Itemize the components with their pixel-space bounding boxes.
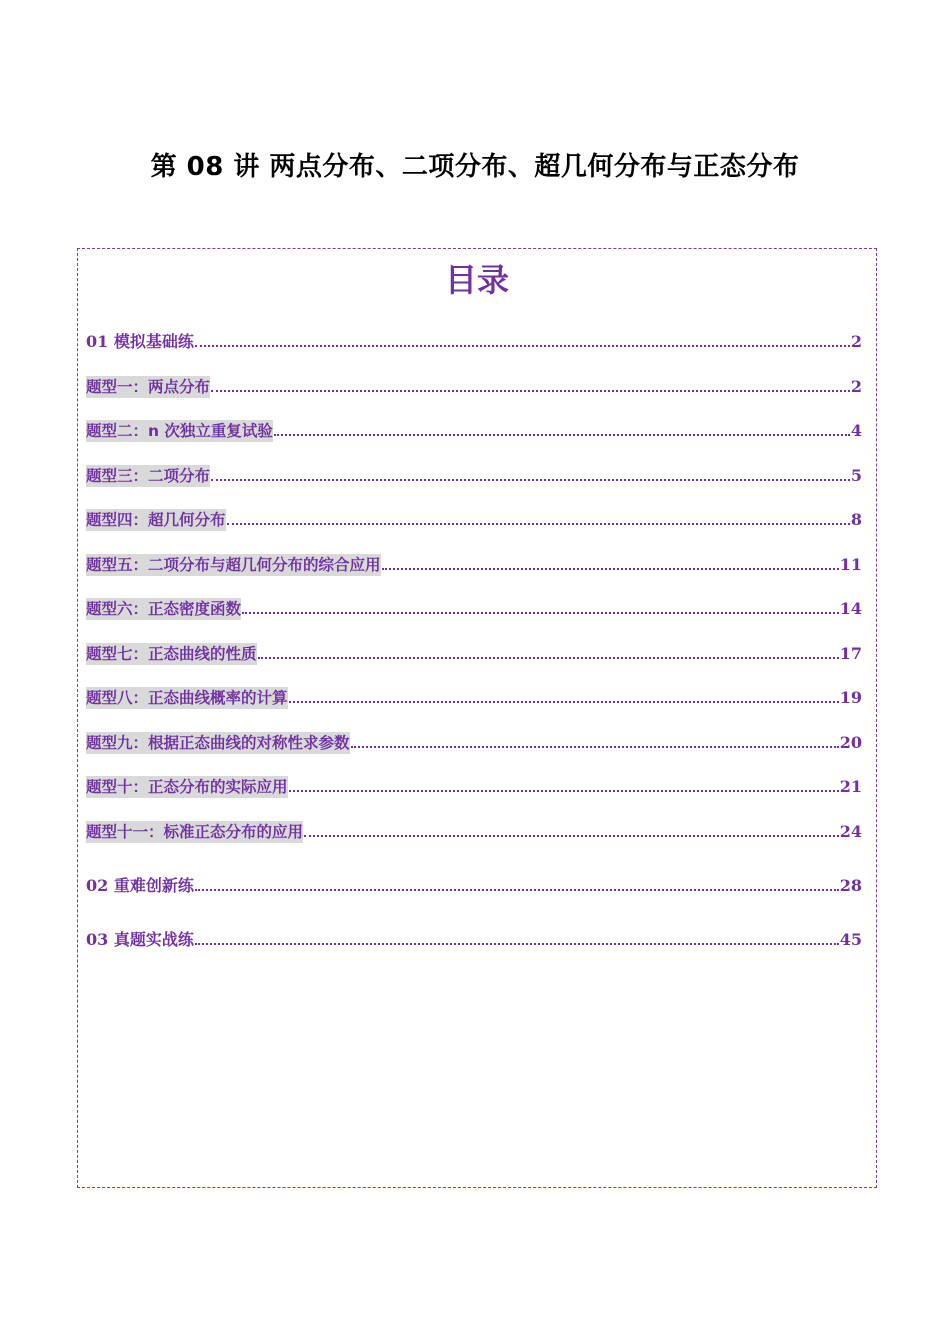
toc-entry-type-1[interactable]	[86, 374, 862, 398]
toc-leader-dots	[195, 889, 839, 891]
toc-entry-label: 题型二：n 次独立重复试验	[86, 422, 273, 440]
toc-entry-page: 24	[839, 822, 862, 841]
toc-entry-page: 45	[839, 930, 862, 949]
toc-entry-label: 题型七：正态曲线的性质	[86, 645, 257, 663]
toc-leader-dots	[211, 390, 850, 392]
toc-entry-label: 题型六：正态密度函数	[86, 600, 242, 618]
toc-entry-page: 4	[850, 421, 862, 440]
toc-entry-label: 题型十：正态分布的实际应用	[86, 778, 288, 796]
toc-entry-label: 题型八：正态曲线概率的计算	[86, 689, 288, 707]
toc-entry-page: 2	[850, 377, 862, 396]
toc-entry-label: 题型三：二项分布	[86, 467, 211, 485]
toc-entry-label: 题型十一：标准正态分布的应用	[86, 823, 304, 841]
toc-entry-page: 19	[839, 688, 862, 707]
toc-heading: 目录	[444, 261, 509, 299]
toc-leader-dots	[211, 479, 850, 481]
toc-leader-dots	[195, 943, 839, 945]
toc-entry-type-7[interactable]	[86, 641, 862, 665]
toc-entry-page: 21	[839, 777, 862, 796]
toc-entry-type-2[interactable]	[86, 418, 862, 442]
toc-entry-label: 题型四：超几何分布	[86, 511, 226, 529]
toc-entry-page: 17	[839, 644, 862, 663]
toc-leader-dots	[227, 523, 850, 525]
table-of-contents	[77, 248, 877, 1188]
toc-entry-type-11[interactable]	[86, 819, 862, 843]
toc-leader-dots	[304, 835, 839, 837]
toc-entry-label: 02 重难创新练	[86, 876, 194, 895]
document-title: 第 08 讲 两点分布、二项分布、超几何分布与正态分布	[150, 152, 800, 182]
toc-entry-page: 5	[850, 466, 862, 485]
toc-leader-dots	[195, 345, 850, 347]
toc-entry-real-exam-practice[interactable]	[86, 927, 862, 951]
toc-entry-label: 01 模拟基础练	[86, 332, 194, 351]
toc-leader-dots	[258, 657, 839, 659]
toc-entry-type-9[interactable]	[86, 730, 862, 754]
toc-entry-type-10[interactable]	[86, 774, 862, 798]
toc-entry-type-4[interactable]	[86, 507, 862, 531]
toc-leader-dots	[289, 790, 839, 792]
toc-entry-type-6[interactable]	[86, 596, 862, 620]
toc-entry-type-3[interactable]	[86, 463, 862, 487]
toc-entry-simulation-basic[interactable]	[86, 329, 862, 353]
toc-entry-label: 题型九：根据正态曲线的对称性求参数	[86, 734, 350, 752]
toc-entry-label: 题型一：两点分布	[86, 378, 211, 396]
toc-leader-dots	[382, 568, 839, 570]
toc-entry-page: 2	[850, 332, 862, 351]
toc-entry-page: 8	[850, 510, 862, 529]
toc-entry-page: 20	[839, 733, 862, 752]
toc-entry-page: 14	[839, 599, 862, 618]
toc-entry-page: 28	[839, 876, 862, 895]
toc-entry-label: 03 真题实战练	[86, 930, 194, 949]
toc-entry-page: 11	[839, 555, 862, 574]
toc-entry-label: 题型五：二项分布与超几何分布的综合应用	[86, 556, 381, 574]
toc-leader-dots	[274, 434, 850, 436]
toc-leader-dots	[242, 612, 839, 614]
toc-entry-difficult-innovation[interactable]	[86, 873, 862, 897]
toc-leader-dots	[351, 746, 839, 748]
toc-entry-type-5[interactable]	[86, 552, 862, 576]
toc-entry-type-8[interactable]	[86, 685, 862, 709]
toc-leader-dots	[289, 701, 839, 703]
